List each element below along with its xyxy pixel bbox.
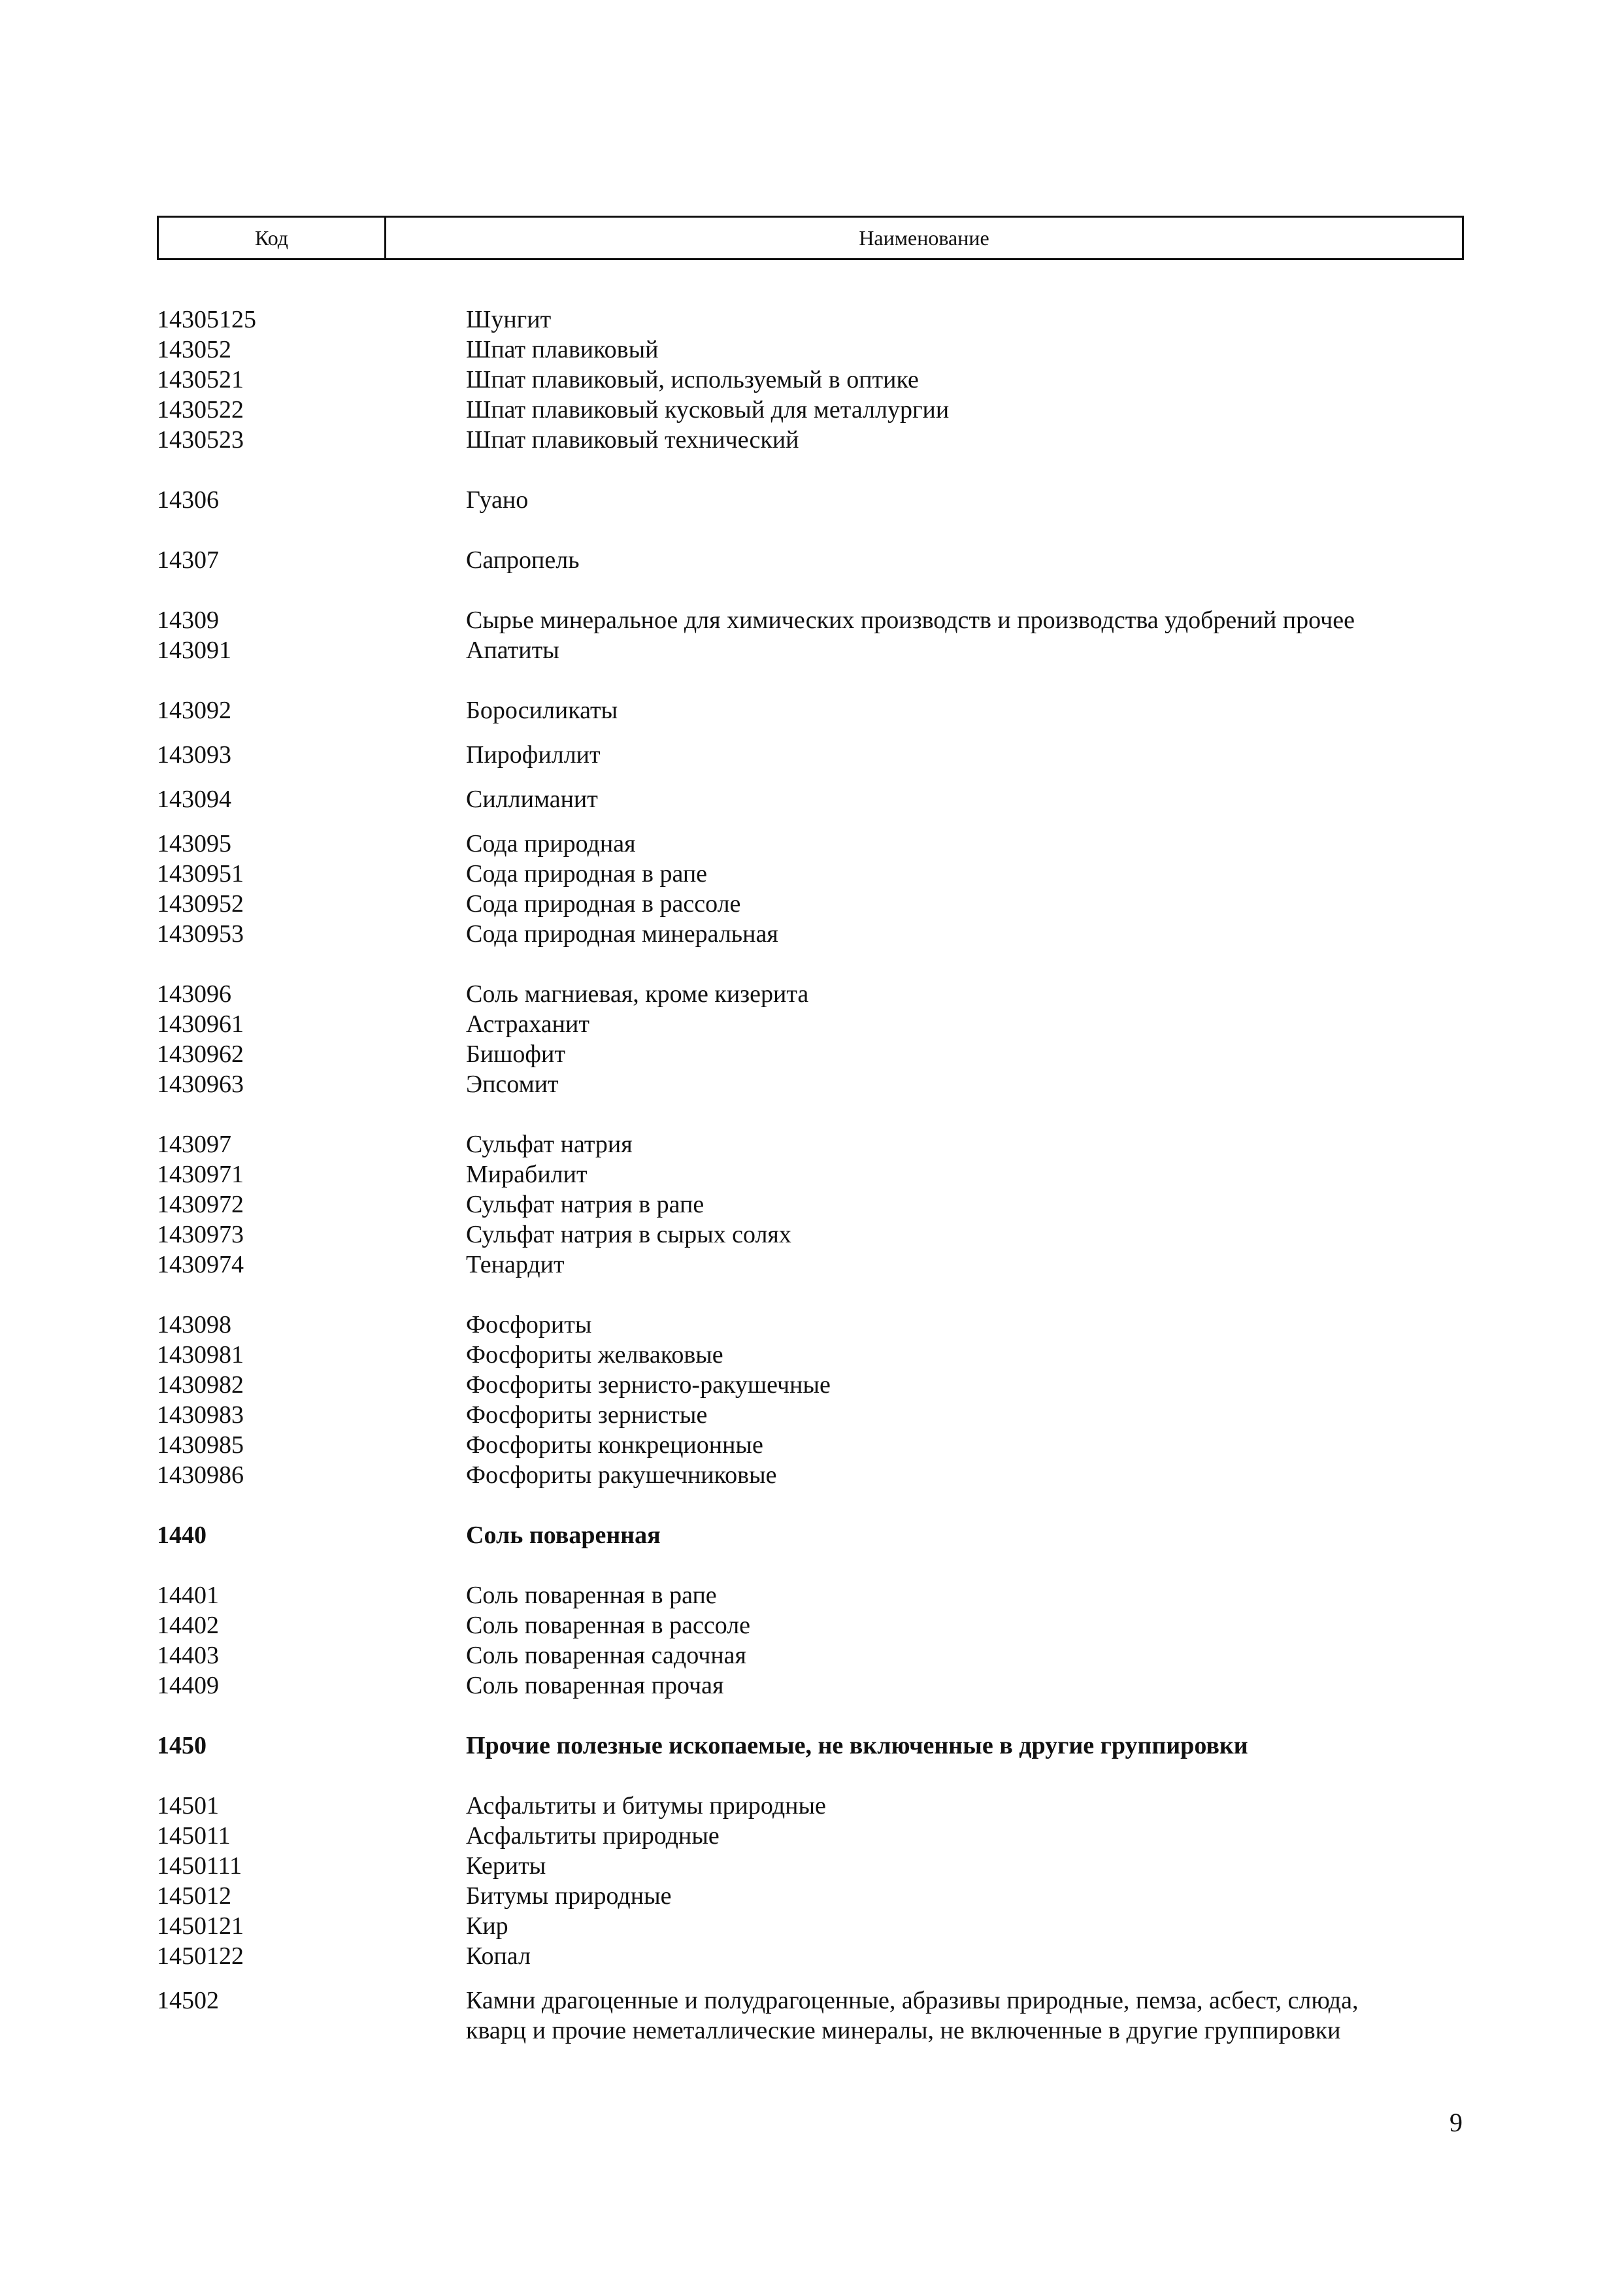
entry-name: Асфальтиты природные (466, 1822, 720, 1850)
table-row (157, 1851, 1490, 1881)
table-row (157, 1069, 1490, 1099)
entry-list (157, 305, 1490, 2046)
entry-name: Соль поваренная садочная (466, 1642, 747, 1669)
entry-name: Боросиликаты (466, 697, 618, 724)
entry-name: Шпат плавиковый технический (466, 426, 799, 454)
entry-name: Сульфат натрия в рапе (466, 1191, 704, 1218)
entry-code: 14502 (157, 1987, 219, 2014)
entry-code: 1450111 (157, 1852, 242, 1880)
table-row (157, 784, 1490, 814)
table-row (157, 1220, 1490, 1250)
entry-code: 14309 (157, 607, 219, 634)
table-row (157, 1400, 1490, 1430)
entry-code: 1430961 (157, 1010, 244, 1038)
entry-code: 1450 (157, 1732, 207, 1759)
table-row (157, 305, 1490, 335)
entry-name: Сырье минеральное для химических производств и производства удобрений прочее (466, 607, 1355, 634)
entry-code: 143097 (157, 1131, 231, 1158)
entry-code: 1430974 (157, 1251, 244, 1278)
table-row (157, 545, 1490, 575)
table-row (157, 635, 1490, 665)
entry-code: 1430986 (157, 1461, 244, 1489)
entry-name: Кир (466, 1912, 508, 1940)
table-row (157, 1881, 1490, 1911)
entry-name: Сода природная минеральная (466, 920, 778, 948)
entry-code: 1430953 (157, 920, 244, 948)
table-row (157, 395, 1490, 425)
table-row (157, 695, 1490, 725)
entry-name: Пирофиллит (466, 741, 601, 769)
entry-name: Шунгит (466, 306, 552, 333)
table-row (157, 889, 1490, 919)
entry-code: 1430973 (157, 1221, 244, 1248)
table-row (157, 979, 1490, 1009)
entry-code: 1430981 (157, 1341, 244, 1369)
table-row (157, 1039, 1490, 1069)
entry-code: 1440 (157, 1521, 207, 1549)
entry-name: Битумы природные (466, 1882, 672, 1910)
entry-name: Гуано (466, 486, 529, 514)
entry-code: 1430962 (157, 1040, 244, 1068)
table-row (157, 1580, 1490, 1610)
entry-name: Фосфориты зернисто-ракушечные (466, 1371, 831, 1399)
entry-code: 143098 (157, 1311, 231, 1338)
entry-name: Соль поваренная в рассоле (466, 1612, 751, 1639)
entry-name: Тенардит (466, 1251, 565, 1278)
entry-code: 14402 (157, 1612, 219, 1639)
table-row (157, 1671, 1490, 1701)
entry-code: 143092 (157, 697, 231, 724)
table-row (157, 1159, 1490, 1189)
entry-name: Фосфориты конкреционные (466, 1431, 763, 1459)
table-row (157, 1340, 1490, 1370)
header-name: Наименование (859, 225, 989, 250)
entry-code: 1430522 (157, 396, 244, 424)
table-row (157, 1821, 1490, 1851)
table-row (157, 1009, 1490, 1039)
entry-name: Эпсомит (466, 1071, 559, 1098)
entry-code: 1430972 (157, 1191, 244, 1218)
entry-name: Сода природная в рапе (466, 860, 708, 888)
entry-name: Соль магниевая, кроме кизерита (466, 980, 809, 1008)
entry-code: 1430521 (157, 366, 244, 393)
table-row (157, 740, 1490, 770)
table-row (157, 1911, 1490, 1941)
table-row (157, 1430, 1490, 1460)
table-row (157, 1640, 1490, 1671)
entry-code: 14401 (157, 1582, 219, 1609)
entry-name: Фосфориты ракушечниковые (466, 1461, 777, 1489)
entry-code: 1430952 (157, 890, 244, 918)
table-row (157, 1520, 1490, 1550)
entry-name: Соль поваренная в рапе (466, 1582, 717, 1609)
entry-name: Мирабилит (466, 1161, 588, 1188)
entry-name: Сода природная (466, 830, 636, 857)
entry-code: 14307 (157, 546, 219, 574)
entry-code: 1430982 (157, 1371, 244, 1399)
entry-code: 1430983 (157, 1401, 244, 1429)
entry-name: Прочие полезные ископаемые, не включенные в другие группировки (466, 1732, 1248, 1759)
entry-code: 1430951 (157, 860, 244, 888)
entry-code: 14501 (157, 1792, 219, 1820)
entry-name: Сульфат натрия (466, 1131, 633, 1158)
entry-code: 145011 (157, 1822, 231, 1850)
table-row (157, 335, 1490, 365)
table-row (157, 425, 1490, 455)
page-number: 9 (1450, 2108, 1463, 2137)
entry-name: Фосфориты зернистые (466, 1401, 708, 1429)
entry-code: 1430971 (157, 1161, 244, 1188)
entry-name: Соль поваренная (466, 1521, 661, 1549)
entry-name: Асфальтиты и битумы природные (466, 1792, 826, 1820)
entry-name: Соль поваренная прочая (466, 1672, 724, 1699)
entry-name: Фосфориты (466, 1311, 592, 1338)
header-code: Код (159, 218, 386, 258)
entry-name: Сульфат натрия в сырых солях (466, 1221, 791, 1248)
table-row (157, 1986, 1490, 2046)
entry-name: Бишофит (466, 1040, 565, 1068)
entry-code: 14305125 (157, 306, 256, 333)
entry-code: 143096 (157, 980, 231, 1008)
entry-code: 1430985 (157, 1431, 244, 1459)
table-row (157, 1941, 1490, 1971)
table-row (157, 859, 1490, 889)
entry-name: Шпат плавиковый, используемый в оптике (466, 366, 919, 393)
entry-code: 1450121 (157, 1912, 244, 1940)
entry-name: Силлиманит (466, 786, 598, 813)
table-row (157, 1460, 1490, 1490)
table-row (157, 829, 1490, 859)
entry-name: Шпат плавиковый кусковый для металлургии (466, 396, 950, 424)
table-row (157, 605, 1490, 635)
entry-code: 14306 (157, 486, 219, 514)
entry-name: Апатиты (466, 637, 559, 664)
table-row (157, 485, 1490, 515)
table-row (157, 365, 1490, 395)
table-row (157, 1250, 1490, 1280)
entry-code: 145012 (157, 1882, 231, 1910)
entry-code: 143052 (157, 336, 231, 363)
entry-code: 14409 (157, 1672, 219, 1699)
entry-name: Шпат плавиковый (466, 336, 659, 363)
entry-code: 143095 (157, 830, 231, 857)
table-row (157, 1310, 1490, 1340)
table-row (157, 1610, 1490, 1640)
entry-code: 1450122 (157, 1942, 244, 1970)
entry-name: Камни драгоценные и полудрагоценные, абразивы природные, пемза, асбест, слюда, кварц и прочие неметаллические минералы, не включенные в другие группировки (466, 1987, 1359, 2044)
entry-name: Сапропель (466, 546, 580, 574)
table-row (157, 919, 1490, 949)
table-header (157, 216, 1464, 260)
entry-code: 143093 (157, 741, 231, 769)
entry-code: 1430963 (157, 1071, 244, 1098)
entry-code: 14403 (157, 1642, 219, 1669)
table-row (157, 1189, 1490, 1220)
table-row (157, 1129, 1490, 1159)
entry-code: 143094 (157, 786, 231, 813)
table-row (157, 1731, 1490, 1761)
entry-name: Сода природная в рассоле (466, 890, 741, 918)
entry-name: Копал (466, 1942, 531, 1970)
table-row (157, 1791, 1490, 1821)
entry-name: Кериты (466, 1852, 546, 1880)
entry-name: Фосфориты желваковые (466, 1341, 723, 1369)
entry-name: Астраханит (466, 1010, 589, 1038)
entry-code: 1430523 (157, 426, 244, 454)
table-row (157, 1370, 1490, 1400)
entry-code: 143091 (157, 637, 231, 664)
